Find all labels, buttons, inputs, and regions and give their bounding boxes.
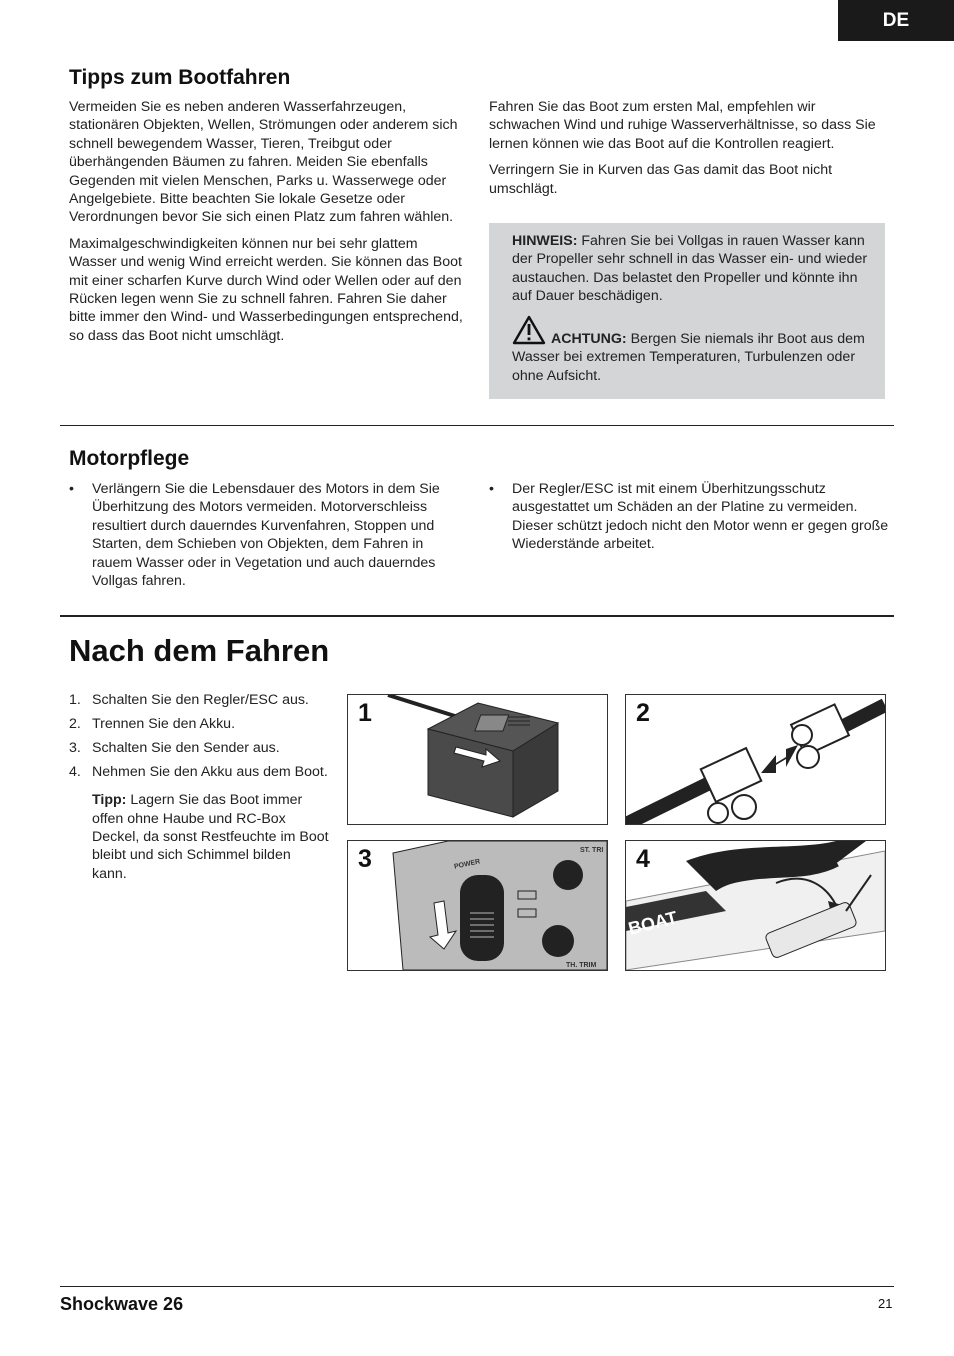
list-item: 3. Schalten Sie den Sender aus. [69,739,280,756]
motor-bullet-list-right [489,480,889,554]
footer-title: Shockwave 26 [60,1294,184,1314]
connector-drawing [626,695,885,824]
motor-bullet-list-left [69,480,444,590]
tips-paragraph: Maximalgeschwindigkeiten können nur bei sehr glattem Wasser und wenig Wind erreicht werden. Sie können das Boot mit einer scharfen Kurve durch Wind oder Wellen oder auf den Rücken legen wenn Sie zu schnell fahren. Fahren Sie daher bitte immer den Wind- und Wasserbedingungen entsprechend, so dass das Boot nicht umschlägt. [69,235,463,344]
boat-drawing [626,841,885,970]
tip-label: Tipp: [92,792,127,809]
panel-number: 4 [636,845,650,873]
page-number: 21 [878,1296,893,1311]
warning-text [512,330,872,385]
tips-right-column [489,98,881,206]
section-divider [60,615,894,617]
list-item: 1. Schalten Sie den Regler/ESC aus. [69,692,309,708]
language-tab: DE [838,0,954,41]
warning-body: Bergen Sie niemals ihr Boot aus dem Wasser bei extremen Temperaturen, Turbulenzen oder ohne Aufsicht. [512,331,865,384]
illustration-boat-battery [625,840,886,971]
steps-list [69,691,329,883]
power-label: POWER [453,858,481,871]
boat-label: BOAT [626,907,680,939]
illustration-transmitter [347,840,608,971]
tips-paragraph: Verringern Sie in Kurven das Gas damit das Boot nicht umschlägt. [489,162,833,197]
tip-text: Tipp: Lagern Sie das Boot immer offen ohne Haube und RC-Box Deckel, da sonst Restfeuchte im Boot bleibt und sich Schimmel bilden kann. [92,792,329,882]
notice-text [512,232,872,306]
esc-switch-drawing [348,695,607,824]
th-trim-label: TH. TRIM [566,962,597,969]
warning-label: ACHTUNG: [551,331,627,347]
tips-paragraph: Fahren Sie das Boot zum ersten Mal, empfehlen wir schwachen Wind und ruhige Wasserverhältnisse, so dass Sie lernen können wie das Boot auf die Kontrollen reagiert. [489,99,876,152]
notice-label: HINWEIS: [512,233,578,249]
section-divider [60,425,894,426]
list-item: 2. Trennen Sie den Akku. [69,715,236,732]
tips-paragraph: Vermeiden Sie es neben anderen Wasserfahrzeugen, stationären Objekten, Wellen, Strömungen oder anderem sich schnell bewegendem Wasser, Tieren, Treibgut oder überhängenden Bäumen zu fahren. Meiden Sie ebenfalls Gegenden mit vielen Menschen, Parks u. Wasserwege oder Angelgebiete. Bitte beachten Sie lokale Gesetze oder Verordnungen bevor Sie sich einen Platz zum fahren wählen. [69,99,458,226]
notice-body: Fahren Sie bei Vollgas in rauen Wasser kann der Propeller sehr schnell in das Wasser ein- und wieder austauchen. Das belastet den Propeller und könnte ihn auf Dauer beschädigen. [512,233,868,305]
tips-left-column [69,98,469,353]
motor-heading: Motorpflege [69,447,190,470]
illustration-battery-connector [625,694,886,825]
footer-divider [60,1286,894,1287]
list-item: 4. Nehmen Sie den Akku aus dem Boot. [69,763,328,780]
panel-number: 3 [358,845,372,873]
notice-box [489,223,885,399]
st-trim-label: ST. TRI [580,847,604,854]
illustration-esc-switch [347,694,608,825]
list-item: • Der Regler/ESC ist mit einem Überhitzungsschutz ausgestattet um Schäden an der Platine zu vermeiden. Dieser schützt jedoch nicht den Motor wenn er gegen große Wiederstände arbeitet. [489,480,889,554]
list-item: • Verlängern Sie die Lebensdauer des Motors in dem Sie Überhitzung des Motors vermeiden. Motorverschleiss resultiert durch dauerndes Kurvenfahren, Stoppen und Starten, dem Schieben von Objekten, dem Fahren in rauem Wasser oder in Vegetation und auch dauerndes Vollgas fahren. [69,480,444,590]
panel-number: 1 [358,699,372,727]
panel-number: 2 [636,699,650,727]
tips-heading: Tipps zum Bootfahren [69,66,291,89]
after-heading: Nach dem Fahren [69,633,330,668]
